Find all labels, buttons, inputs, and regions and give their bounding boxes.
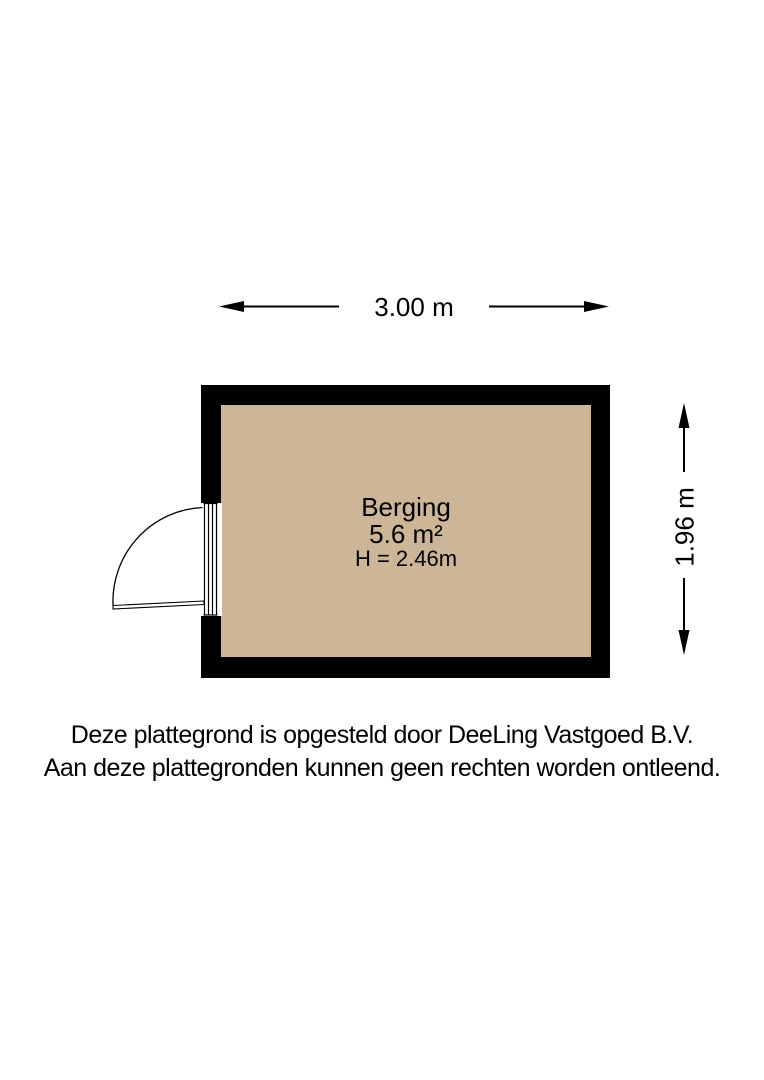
width-dimension-label: 3.00 m xyxy=(339,292,489,323)
room-ceiling-height: H = 2.46m xyxy=(354,546,458,571)
door-symbol xyxy=(113,503,222,616)
disclaimer-line-1: Deze plattegrond is opgesteld door DeeLing Vastgoed B.V. xyxy=(70,721,694,749)
arrow-down-icon xyxy=(679,630,690,655)
door-leaf xyxy=(113,601,204,609)
arrow-up-icon xyxy=(679,403,690,428)
depth-dimension-label: 1.96 m xyxy=(669,487,700,567)
disclaimer-line-2: Aan deze plattegronden kunnen geen rechten worden ontleend. xyxy=(43,754,721,782)
room-name: Berging xyxy=(361,492,451,522)
room-area: 5.6 m² xyxy=(369,519,443,549)
door-opening xyxy=(199,503,222,616)
door-swing-arc xyxy=(113,508,203,606)
disclaimer xyxy=(0,719,764,785)
room-label xyxy=(221,493,591,569)
arrow-left-icon xyxy=(219,301,244,312)
arrow-right-icon xyxy=(584,301,609,312)
